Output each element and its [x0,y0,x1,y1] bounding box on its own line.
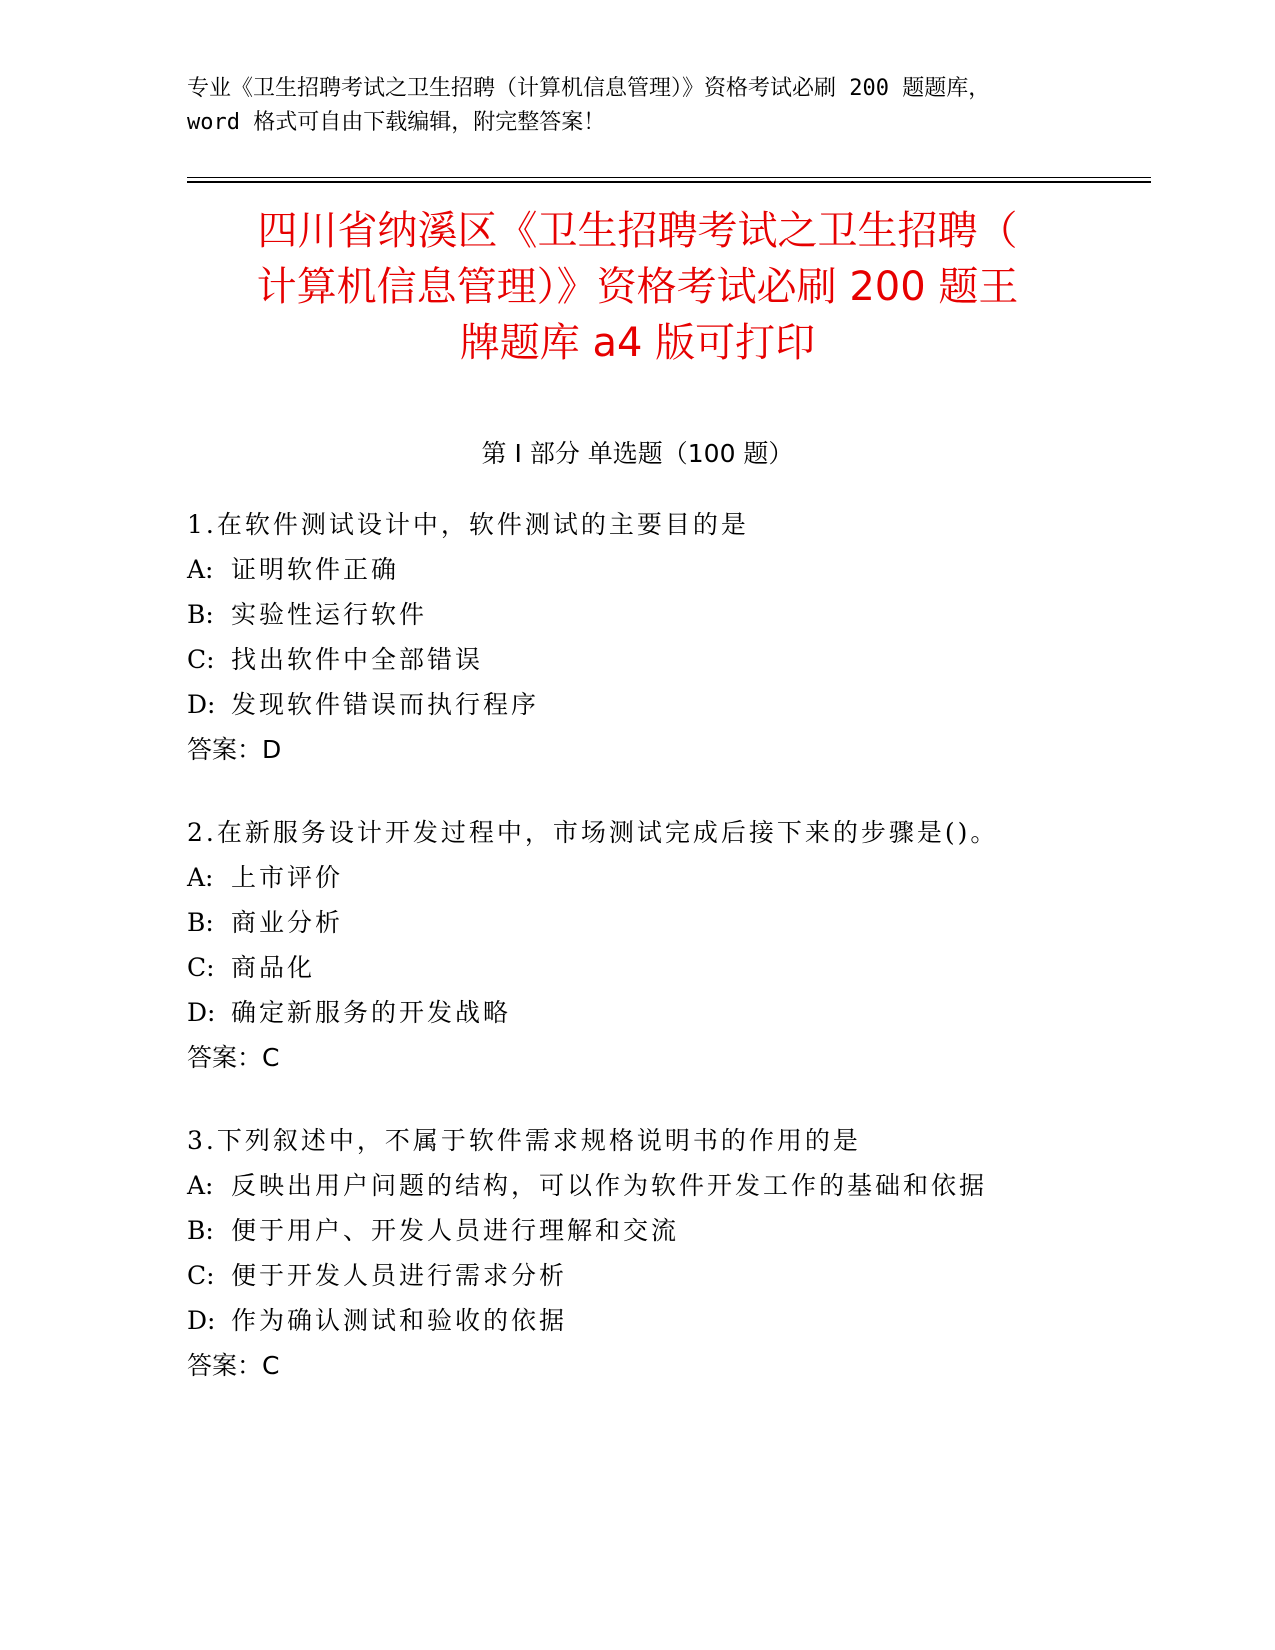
option-label: A: [187,863,214,892]
option-d [187,990,1087,1035]
option-c [187,637,1087,682]
section-title: 第 I 部分 单选题（100 题） [481,439,794,468]
option-d [187,682,1087,727]
option-b [187,1208,1087,1253]
option-label: C: [187,953,215,982]
option-label: A: [187,555,214,584]
answer: 答案：C [187,1043,280,1072]
option-text: 找出软件中全部错误 [231,645,484,674]
header-divider-thin [187,177,1151,178]
option-label: C: [187,1261,215,1290]
option-c [187,945,1087,990]
option-label: D: [187,998,216,1027]
option-label: B: [187,908,214,937]
option-text: 商业分析 [231,908,344,937]
option-text: 便于用户、开发人员进行理解和交流 [231,1216,680,1245]
question-stem: 2.在新服务设计开发过程中，市场测试完成后接下来的步骤是()。 [187,818,999,847]
option-a [187,855,1087,900]
option-label: C: [187,645,215,674]
document-title-line-1: 四川省纳溪区《卫生招聘考试之卫生招聘（ [257,208,1018,254]
question-stem: 3.下列叙述中，不属于软件需求规格说明书的作用的是 [187,1126,861,1155]
option-label: D: [187,1306,216,1335]
answer: 答案：C [187,1351,280,1380]
option-text: 反映出用户问题的结构，可以作为软件开发工作的基础和依据 [231,1171,988,1200]
option-text: 便于开发人员进行需求分析 [231,1261,568,1290]
option-label: B: [187,1216,214,1245]
option-label: D: [187,690,216,719]
header-note-line-2: word 格式可自由下载编辑，附完整答案！ [187,110,606,135]
option-text: 上市评价 [231,863,344,892]
option-d [187,1298,1087,1343]
document-title [160,203,1115,371]
document-title-line-3: 牌题库 a4 版可打印 [459,320,816,366]
question-2 [187,810,1087,1080]
option-c [187,1253,1087,1298]
option-text: 实验性运行软件 [231,600,428,629]
header-note [187,72,1087,140]
option-a [187,547,1087,592]
question-stem: 1.在软件测试设计中，软件测试的主要目的是 [187,510,749,539]
option-label: A: [187,1171,214,1200]
option-label: B: [187,600,214,629]
option-text: 证明软件正确 [231,555,400,584]
header-divider-thick [187,181,1151,183]
option-b [187,900,1087,945]
option-a [187,1163,1087,1208]
answer: 答案：D [187,735,282,764]
question-3 [187,1118,1087,1388]
option-text: 确定新服务的开发战略 [231,998,512,1027]
document-title-line-2: 计算机信息管理）》资格考试必刷 200 题王 [256,264,1019,310]
header-note-line-1: 专业《卫生招聘考试之卫生招聘（计算机信息管理）》资格考试必刷 200 题题库， [187,76,991,101]
option-text: 商品化 [231,953,316,982]
option-text: 作为确认测试和验收的依据 [231,1306,568,1335]
option-b [187,592,1087,637]
option-text: 发现软件错误而执行程序 [231,690,540,719]
question-1 [187,502,1087,772]
